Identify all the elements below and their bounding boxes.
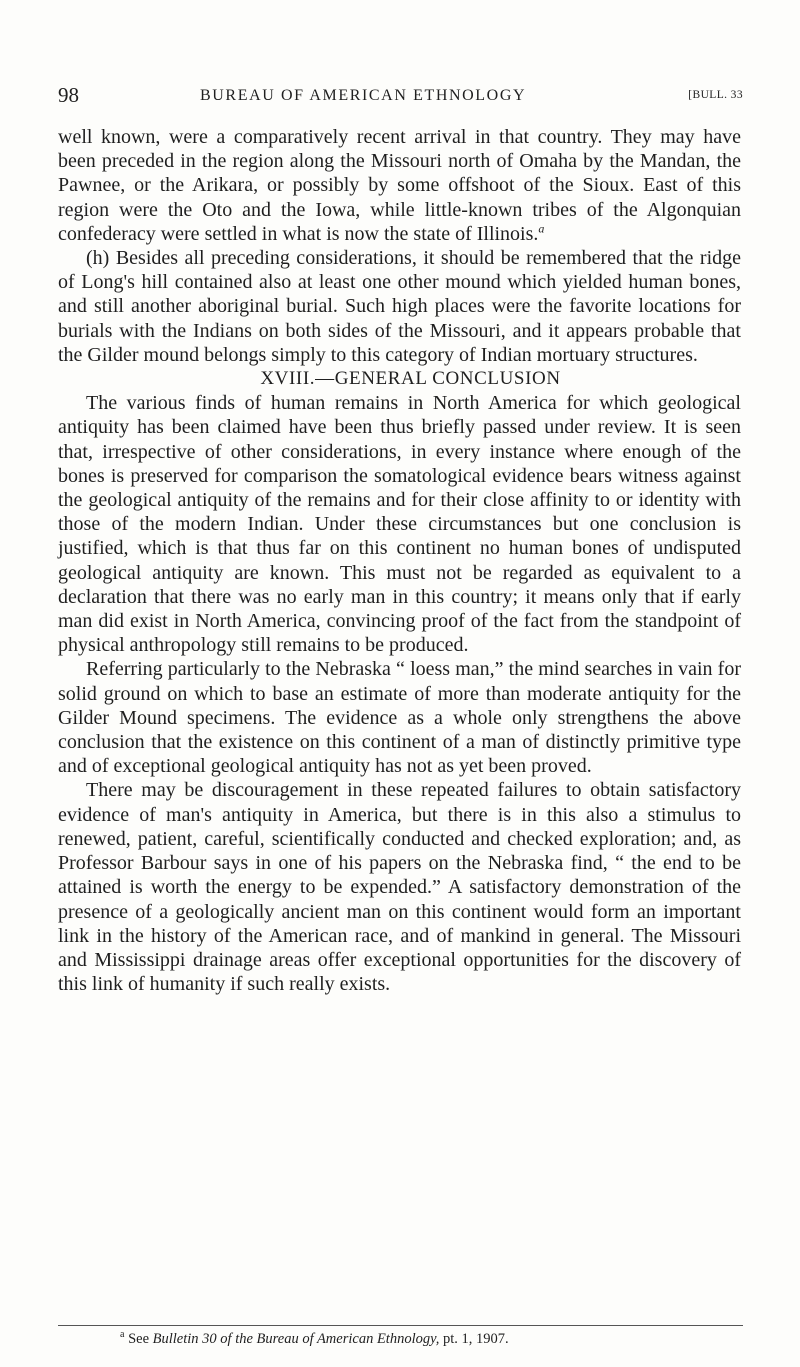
paragraph: The various finds of human remains in North America for which geological antiquity has been claimed have been thus briefly passed under review. It is seen that, irrespective of other considerations, in every instance where enough of the bones is preserved for comparison the somatological evidence bears witness against the geological antiquity of the remains and for their close affinity to or identity with those of the modern Indian. Under these circumstances but one conclusion is justified, which is that thus far on this continent no human bones of undisputed geological antiquity are known. This must not be regarded as equivalent to a declaration that there was no early man in this country; it means only that if early man did exist in North America, convincing proof of the fact from the standpoint of physical anthropology still remains to be produced.	[58, 392, 741, 657]
paragraph-text: Besides all preceding considerations, it should be remembered that the ridge of Long's hill contained also at least one other mound which yielded human bones, and still another aboriginal burial. Such high places were the favorite locations for burials with the Indians on both sides of the Missouri, and it appears probable that the Gilder mound belongs simply to this category of Indian mortuary structures.	[58, 247, 741, 366]
paragraph: Referring particularly to the Nebraska “ loess man,” the mind searches in vain for solid ground on which to base an estimate of more than moderate antiquity for the Gilder Mound specimens. The evidence as a whole only strengthens the above conclusion that the existence on this continent of a man of distinctly primitive type and of exceptional geological antiquity has not as yet been proved.	[58, 658, 741, 778]
paragraph-h	[58, 246, 741, 367]
footnote-marker: a	[120, 1329, 125, 1341]
page-header	[58, 83, 743, 109]
paragraph-continuation	[58, 125, 741, 246]
footnote-divider	[58, 1325, 743, 1326]
item-label: (h)	[86, 247, 110, 270]
running-title: BUREAU OF AMERICAN ETHNOLOGY	[200, 87, 527, 104]
body-text	[58, 125, 741, 996]
footnote-suffix: pt. 1, 1907.	[443, 1331, 509, 1347]
bulletin-number: [BULL. 33	[688, 89, 743, 101]
footnote-reference: Bulletin 30 of the Bureau of American Ethnology,	[152, 1331, 440, 1347]
footnote-marker: a	[538, 221, 545, 236]
paragraph: There may be discouragement in these repeated failures to obtain satisfactory evidence of man's antiquity in America, but there is in this also a stimulus to renewed, patient, careful, scientifically conducted and checked exploration; and, as Professor Barbour says in one of his papers on the Nebraska find, “ the end to be attained is worth the energy to be expended.” A satisfactory demonstration of the presence of a geologically ancient man on this continent would form an important link in the history of the American race, and of mankind in general. The Missouri and Mississippi drainage areas offer exceptional opportunities for the discovery of this link of humanity if such really exists.	[58, 779, 741, 996]
section-heading: XVIII.—GENERAL CONCLUSION	[260, 368, 561, 390]
paragraph-text: well known, were a comparatively recent arrival in that country. They may have been preceded in the region along the Missouri north of Omaha by the Mandan, the Pawnee, or the Arikara, or possibly by some offshoot of the Sioux. East of this region were the Oto and the Iowa, while little-known tribes of the Algonquian confederacy were settled in what is now the state of Illinois.	[58, 126, 741, 245]
footnote	[120, 1330, 745, 1348]
page-number: 98	[58, 83, 79, 107]
footnote-prefix: See	[128, 1331, 150, 1347]
